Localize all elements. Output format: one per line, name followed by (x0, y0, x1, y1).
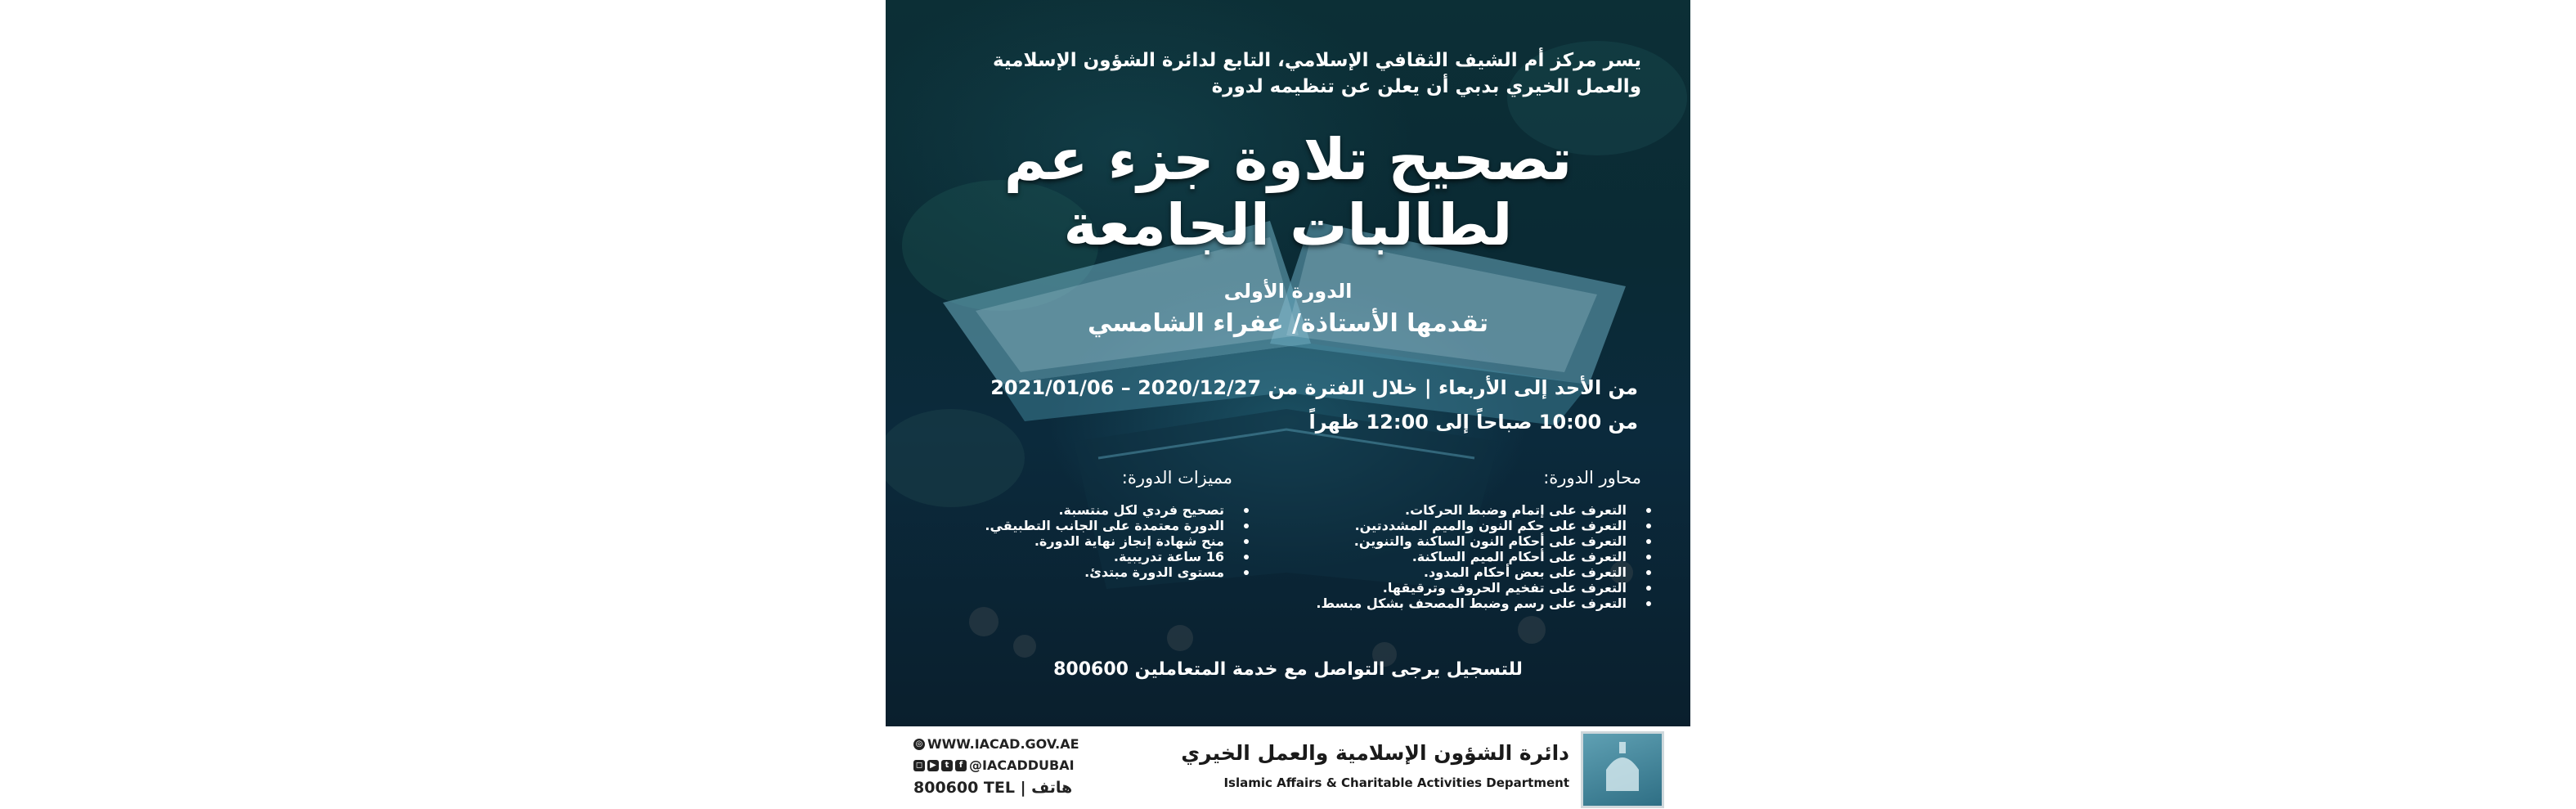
axes-item: التعرف على أحكام الميم الساكنة. (1316, 549, 1651, 564)
mosque-dome-icon (1583, 734, 1662, 806)
course-title-line2: لطالبات الجامعة (1063, 191, 1513, 258)
course-poster (886, 0, 1690, 726)
bullet-icon (1646, 555, 1651, 560)
bullet-icon (1646, 508, 1651, 513)
axes-list (1316, 502, 1651, 611)
department-name-arabic: دائرة الشؤون الإسلامية والعمل الخيري (1181, 741, 1569, 765)
axes-item: التعرف على بعض أحكام المدود. (1316, 564, 1651, 580)
telephone-row (913, 779, 1072, 797)
bullet-icon (1244, 555, 1249, 560)
registration-text: للتسجيل يرجى التواصل مع خدمة المتعاملين 800600 (1053, 659, 1523, 680)
features-item: الدورة معتمدة على الجانب التطبيقي. (985, 518, 1249, 533)
globe-icon: ◎ (913, 739, 925, 750)
features-item: مستوى الدورة مبتدئ. (985, 564, 1249, 580)
iacad-logo (1581, 731, 1664, 808)
facebook-icon[interactable]: f (955, 760, 967, 771)
instagram-icon[interactable]: ◻ (913, 760, 925, 771)
intro-text: يسر مركز أم الشيف الثقافي الإسلامي، التابع لدائرة الشؤون الإسلامية والعمل الخيري بدبي أن يعلن عن تنظيمه لدورة (992, 50, 1641, 97)
axes-item: التعرف على إتمام وضبط الحركات. (1316, 502, 1651, 518)
course-times: من 10:00 صباحاً إلى 12:00 ظهراً (1308, 411, 1638, 434)
department-name-english: Islamic Affairs & Charitable Activities Department (1223, 775, 1569, 790)
features-heading: مميزات الدورة: (1121, 468, 1232, 488)
axes-heading: محاور الدورة: (1543, 468, 1641, 488)
social-row[interactable] (913, 757, 1075, 773)
bullet-icon (1646, 570, 1651, 575)
bullet-icon (1244, 539, 1249, 544)
telephone-number: 800600 TEL | هاتف (913, 779, 1073, 797)
bullet-icon (1244, 570, 1249, 575)
axes-item: التعرف على حكم النون والميم المشددتين. (1316, 518, 1651, 533)
features-item: تصحيح فردي لكل منتسبة. (985, 502, 1249, 518)
bullet-icon (1244, 524, 1249, 528)
axes-item: التعرف على أحكام النون الساكنة والتنوين. (1316, 533, 1651, 549)
presenter-label: تقدمها الأستاذة/ عفراء الشامسي (1087, 309, 1489, 338)
youtube-icon[interactable]: ▶ (927, 760, 939, 771)
features-list (985, 502, 1249, 580)
course-dates: من الأحد إلى الأربعاء | خلال الفترة من 2020/12/27 – 2021/01/06 (990, 376, 1638, 399)
axes-item: التعرف على تفخيم الحروف وترقيقها. (1316, 580, 1651, 596)
bullet-icon (1646, 601, 1651, 606)
edition-label: الدورة الأولى (1223, 280, 1353, 303)
website-link[interactable]: WWW.IACAD.GOV.AE (927, 736, 1079, 752)
axes-item: التعرف على رسم وضبط المصحف بشكل مبسط. (1316, 596, 1651, 611)
features-item: 16 ساعة تدريبية. (985, 549, 1249, 564)
social-handle[interactable]: @IACADDUBAI (969, 757, 1075, 773)
website-row[interactable] (913, 736, 1079, 752)
twitter-icon[interactable]: t (941, 760, 953, 771)
quran-book-art (886, 0, 1690, 726)
features-item: منح شهادة إنجاز نهاية الدورة. (985, 533, 1249, 549)
poster-footer (886, 726, 1690, 806)
bullet-icon (1244, 508, 1249, 513)
bullet-icon (1646, 539, 1651, 544)
bullet-icon (1646, 524, 1651, 528)
bullet-icon (1646, 586, 1651, 591)
course-title-line1: تصحيح تلاوة جزء عم (1003, 126, 1573, 193)
